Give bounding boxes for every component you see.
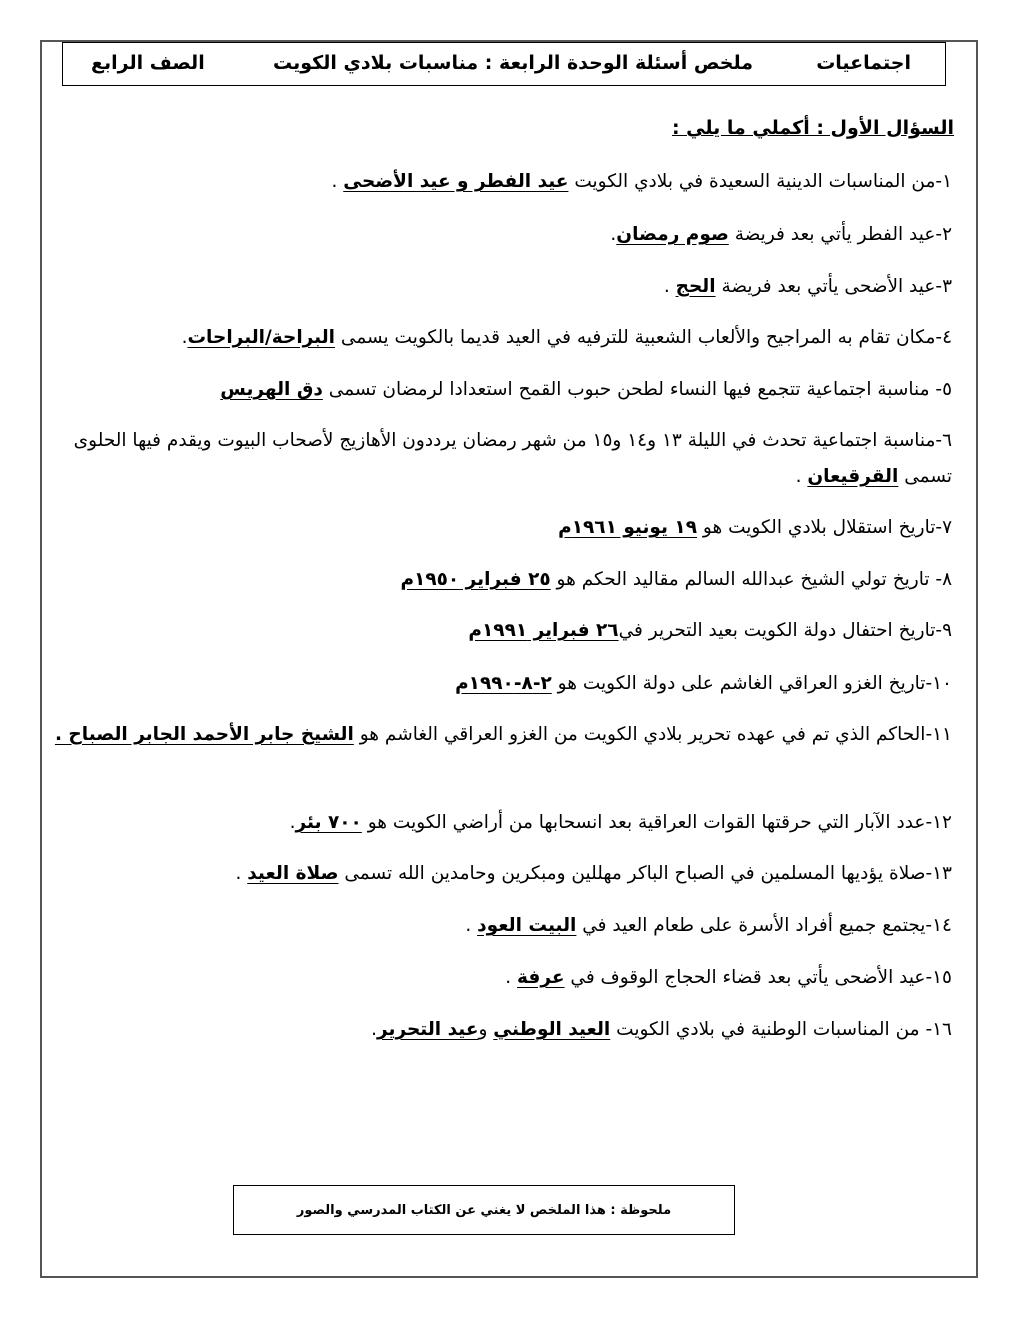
answer: دق الهريس [220,379,323,400]
header-box [62,42,946,86]
answer: صلاة العيد [247,863,339,884]
list-item: ١٤-يجتمع جميع أفراد الأسرة على طعام العيد في البيت العود . [465,915,952,936]
grade-label: الصف الرابع [91,52,205,74]
answer: ٢-٨-١٩٩٠م [455,673,552,694]
list-item: ١٣-صلاة يؤديها المسلمين في الصباح الباكر مهللين ومبكرين وحامدين الله تسمى صلاة العيد . [235,863,952,884]
answer: الحج [675,276,716,297]
list-item: ١٥-عيد الأضحى يأتي بعد قضاء الحجاج الوقوف في عرفة . [505,967,952,988]
answer: ٢٥ فبراير ١٩٥٠م [400,569,551,590]
list-item: ١٠-تاريخ الغزو العراقي الغاشم على دولة الكويت هو ٢-٨-١٩٩٠م [455,673,952,694]
list-item: ١-من المناسبات الدينية السعيدة في بلادي الكويت عيد الفطر و عيد الأضحى . [331,171,952,192]
subject-label: اجتماعيات [816,52,911,74]
list-item: ٣-عيد الأضحى يأتي بعد فريضة الحج . [663,276,952,297]
answer: ٧٠٠ بئر [295,812,362,833]
list-item: ٥- مناسبة اجتماعية تتجمع فيها النساء لطحن حبوب القمح استعدادا لرمضان تسمى دق الهريس [220,379,952,400]
answer: البراحة/البراحات [187,327,336,348]
answer: ١٩ يونيو ١٩٦١م [558,517,698,538]
answer: العيد الوطني [493,1019,611,1040]
answer: صوم رمضان [616,224,729,245]
answer: عيد التحرير [377,1019,479,1040]
list-item: ٩-تاريخ احتفال دولة الكويت بعيد التحرير في٢٦ فبراير ١٩٩١م [468,620,952,641]
question-title: السؤال الأول : أكملي ما يلي : [671,117,954,139]
answer: القرقيعان [807,466,899,487]
answer: الشيخ جابر الأحمد الجابر الصباح . [54,724,354,745]
note-text: ملحوظة : هذا الملخص لا يغني عن الكتاب المدرسي والصور [296,1202,672,1218]
answer: عرفة [517,967,565,988]
list-item: ١٦- من المناسبات الوطنية في بلادي الكويت العيد الوطني وعيد التحرير. [371,1019,952,1040]
list-item: ٦-مناسبة اجتماعية تحدث في الليلة ١٣ و١٤ و١٥ من شهر رمضان يرددون الأهازيج لأصحاب البيوت ويقدم فيها الحلوى تسمى القرقيعان . [73,430,952,487]
list-item: ١١-الحاكم الذي تم في عهده تحرير بلادي الكويت من الغزو العراقي الغاشم هو الشيخ جابر الأحمد الجابر الصباح . [54,724,952,745]
list-item: ١٢-عدد الآبار التي حرقتها القوات العراقية بعد انسحابها من أراضي الكويت هو ٧٠٠ بئر. [289,812,952,833]
list-item: ٧-تاريخ استقلال بلادي الكويت هو ١٩ يونيو ١٩٦١م [558,517,952,538]
list-item: ٢-عيد الفطر يأتي بعد فريضة صوم رمضان. [610,224,952,245]
list-item: ٨- تاريخ تولي الشيخ عبدالله السالم مقاليد الحكم هو ٢٥ فبراير ١٩٥٠م [400,569,952,590]
answer: عيد الفطر و عيد الأضحى [343,171,569,192]
list-item: ٤-مكان تقام به المراجيح والألعاب الشعبية للترفيه في العيد قديما بالكويت يسمى البراحة/البراحات. [181,327,952,348]
answer: البيت العود [477,915,577,936]
answer: ٢٦ فبراير ١٩٩١م [468,620,619,641]
page-title: ملخص أسئلة الوحدة الرابعة : مناسبات بلادي الكويت [273,52,753,74]
note-box [233,1185,735,1235]
